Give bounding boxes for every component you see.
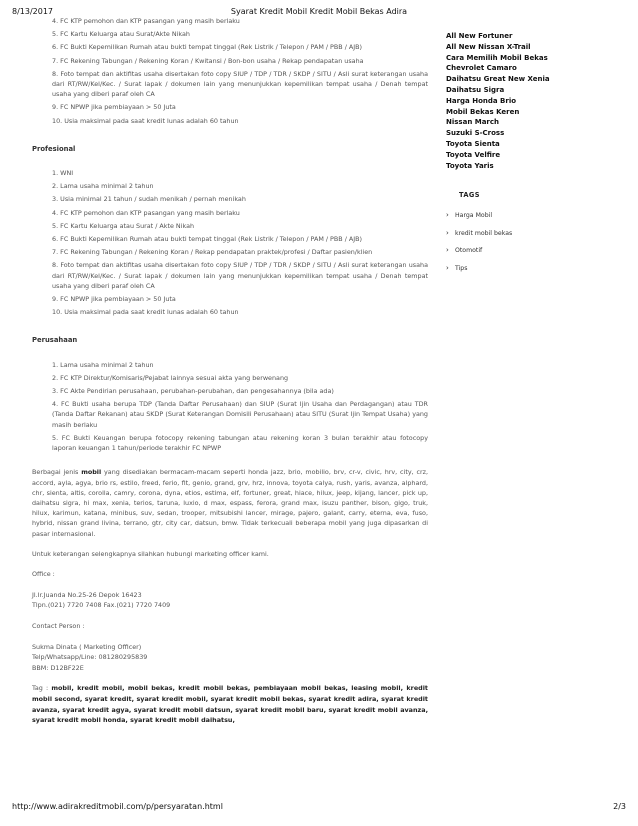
sidebar-link[interactable]: Toyota Yaris	[446, 161, 494, 170]
sidebar-link[interactable]: All New Fortuner	[446, 32, 513, 40]
print-date: 8/13/2017	[12, 7, 54, 16]
page-number: 2/3	[613, 802, 626, 811]
perusahaan-list	[32, 360, 428, 454]
sidebar-link[interactable]: Chevrolet Camaro	[446, 64, 517, 73]
section-heading-perusahaan: Perusahaan	[32, 336, 78, 345]
description-paragraph: Berbagai jenis mobil yang disediakan bermacam-macam seperti honda jazz, brio, mobilio, brv, cr-v, civic, hrv, city, crz, accord, ayla, agya, brio rs, estilo, freed, ferio, fit, genio, grand, grv, hrz, innova, toyota calya, rush, yaris, avanza, alphard, chr, sienta, altis, corolla, camry, corona, dyna, etios, estima, elf, fortuner, great, hiace, hilux, jeep, kijang, lancer, pick up, daihatsu sigra, hi max, xenia, terios, taruna, luxio, d max, espass, ferora, grand max, isuzu panther, bison, gigo, truk, hilux, karimun, katana, minibus, suv, sedan, trooper, mitsubishi lancer, mirage, pajero, galant, carry, eterna, eva, fuso, hybrid, nissan grand livina, terrano, gtr, city car, datsun, bmw. Tidak terkecuali beberapa mobil yang juga dipasarkan di pasar internasional.	[32, 468, 429, 538]
list-item: 2. FC KTP Direktur/Komisaris/Pejabat lainnya sesuai akta yang berwenang	[52, 373, 289, 382]
list-item: 6. FC Bukti Kepemilikan Rumah atau bukti tempat tinggal (Rek Listrik / Telepon / PAM / PBB / AJB)	[52, 235, 363, 244]
list-item: 8. Foto tempat dan aktifitas usaha disertakan foto copy SIUP / TDP / TDR / SKDP / SITU / Asli surat keterangan usaha dari RT/RW/Kel/Kec. / Surat lapak / dokumen lain yang menunjukkan kepemilikan tempat usaha / Denah tempat usaha yang diberi paraf oleh CA	[52, 69, 428, 99]
contact-name: Sukma Dinata ( Marketing Officer)	[32, 642, 142, 651]
sidebar-link[interactable]: Toyota Velfire	[446, 150, 501, 159]
section-heading-profesional: Profesional	[32, 144, 76, 153]
list-item: 1. WNI	[52, 169, 74, 178]
list-item: 8. Foto tempat dan aktifitas usaha disertakan foto copy SIUP / TDP / TDR / SKDP / SITU / Asli surat keterangan usaha dari RT/RW/Kel/Kec. / Surat lapak / dokumen lain yang menunjukkan kepemilikan tempat usaha / Denah tempat usaha yang diberi paraf oleh CA	[52, 261, 428, 290]
list-item: 10. Usia maksimal pada saat kredit lunas adalah 60 tahun	[52, 116, 239, 125]
tag-item[interactable]: › Harga Mobil	[446, 207, 606, 225]
chevron-right-icon: ›	[446, 211, 449, 220]
sidebar-link-list	[446, 31, 606, 171]
contact-telp: Telp/Whatsapp/Line: 081280295839	[32, 653, 148, 662]
sidebar-link[interactable]: Harga Honda Brio	[446, 96, 517, 105]
list-item: 6. FC Bukti Kepemilikan Rumah atau bukti tempat tinggal (Rek Listrik / Telepon / PAM / PBB / AJB)	[52, 43, 363, 52]
print-url: http://www.adirakreditmobil.com/p/persyaratan.html	[12, 802, 223, 811]
list-item: 4. FC KTP pemohon dan KTP pasangan yang masih berlaku	[52, 17, 240, 25]
sidebar-link[interactable]: Daihatsu Sigra	[446, 85, 505, 94]
contact-bbm: BBM: D12BF22E	[32, 663, 84, 672]
list-item: 3. FC Akte Pendirian perusahaan, perubahan-perubahan, dan pengesahannya (bila ada)	[52, 387, 334, 396]
sidebar-link[interactable]: Mobil Bekas Keren	[446, 107, 520, 116]
contact-intro: Untuk keterangan selengkapnya silahkan hubungi marketing officer kami.	[32, 549, 269, 558]
office-block	[32, 569, 428, 611]
chevron-right-icon: ›	[446, 228, 449, 237]
list-item: 5. FC Bukti Keuangan berupa fotocopy rekening tabungan atau rekening koran 3 bulan terakhir atau fotocopy laporan keuangan 1 tahun/periode terakhir FC NPWP	[52, 433, 428, 453]
list-item: 5. FC Kartu Keluarga atau Surat/Akte Nikah	[52, 30, 190, 39]
contact-person-block	[32, 621, 428, 674]
list-item: 9. FC NPWP jika pembiayaan > 50 Juta	[52, 295, 176, 304]
list-item: 10. Usia maksimal pada saat kredit lunas adalah 60 tahun	[52, 308, 239, 317]
list-item: 3. Usia minimal 21 tahun / sudah menikah / pernah menikah	[52, 195, 246, 204]
office-address: Jl.Ir.Juanda No.25-26 Depok 16423	[32, 590, 142, 599]
tag-label: Tag :	[32, 684, 52, 693]
list-item: 7. FC Rekening Tabungan / Rekening Koran / Kwitansi / Bon-bon usaha / Rekap pendapatan usaha	[52, 56, 364, 65]
sidebar-link[interactable]: Daihatsu Great New Xenia	[446, 75, 550, 84]
sidebar-link[interactable]: Toyota Sienta	[446, 139, 500, 148]
chevron-right-icon: ›	[446, 246, 449, 255]
list-item: 4. FC KTP pemohon dan KTP pasangan yang masih berlaku	[52, 208, 240, 217]
sidebar-link[interactable]: All New Nissan X-Trail	[446, 42, 531, 51]
print-title: Syarat Kredit Mobil Kredit Mobil Bekas Adira	[230, 7, 408, 16]
print-footer	[12, 802, 626, 814]
list-item: 7. FC Rekening Tabungan / Rekening Koran / Rekap pendapatan praktek/profesi / Daftar pasien/klien	[52, 248, 373, 257]
office-label: Office :	[32, 569, 55, 578]
list-item: 5. FC Kartu Keluarga atau Surat / Akte Nikah	[52, 221, 195, 230]
profesional-list	[32, 168, 428, 317]
sidebar	[446, 31, 606, 277]
list-item: 9. FC NPWP jika pembiayaan > 50 Juta	[52, 103, 176, 112]
mobil-link[interactable]: mobil	[81, 468, 102, 477]
requirements-list	[32, 16, 428, 126]
tag-item[interactable]: › Tips	[446, 260, 606, 278]
office-phone: Tlpn.(021) 7720 7408 Fax.(021) 7720 7409	[32, 601, 171, 610]
contact-person-label: Contact Person :	[32, 621, 85, 630]
tag-item[interactable]: › kredit mobil bekas	[446, 225, 606, 243]
list-item: 1. Lama usaha minimal 2 tahun	[52, 360, 154, 369]
tags-widget-title: TAGS	[459, 191, 480, 200]
sidebar-link[interactable]: Cara Memilih Mobil Bekas	[446, 53, 548, 62]
chevron-right-icon: ›	[446, 263, 449, 272]
main-content	[32, 16, 428, 726]
list-item: 4. FC Bukti usaha berupa TDP (Tanda Daftar Perusahaan) dan SIUP (Surat Ijin Usaha dan Perdagangan) atau TDR (Tanda Daftar Rekanan) atau SKDP (Surat Keterangan Domisili Perusahaan) atau SITU (Surat Ijin Tempat Usaha) yang masih berlaku	[52, 400, 428, 429]
tag-links[interactable]: mobil, kredit mobil, mobil bekas, kredit mobil bekas, pembiayaan mobil bekas, leasing mobil, kredit mobil second, syarat kredit, syarat kredit mobil, syarat kredit mobil bekas, syarat kredit adira, syarat kredit avanza, syarat kredit agya, syarat kredit mobil datsun, syarat kredit mobil baru, syarat kredit mobil avanza, syarat kredit mobil honda, syarat kredit mobil daihatsu,	[32, 684, 428, 725]
tag-item[interactable]: › Otomotif	[446, 242, 606, 260]
list-item: 2. Lama usaha minimal 2 tahun	[52, 182, 154, 191]
tag-line	[32, 683, 428, 725]
sidebar-link[interactable]: Suzuki S-Cross	[446, 129, 505, 138]
sidebar-link[interactable]: Nissan March	[446, 118, 500, 127]
tag-list	[446, 207, 606, 277]
